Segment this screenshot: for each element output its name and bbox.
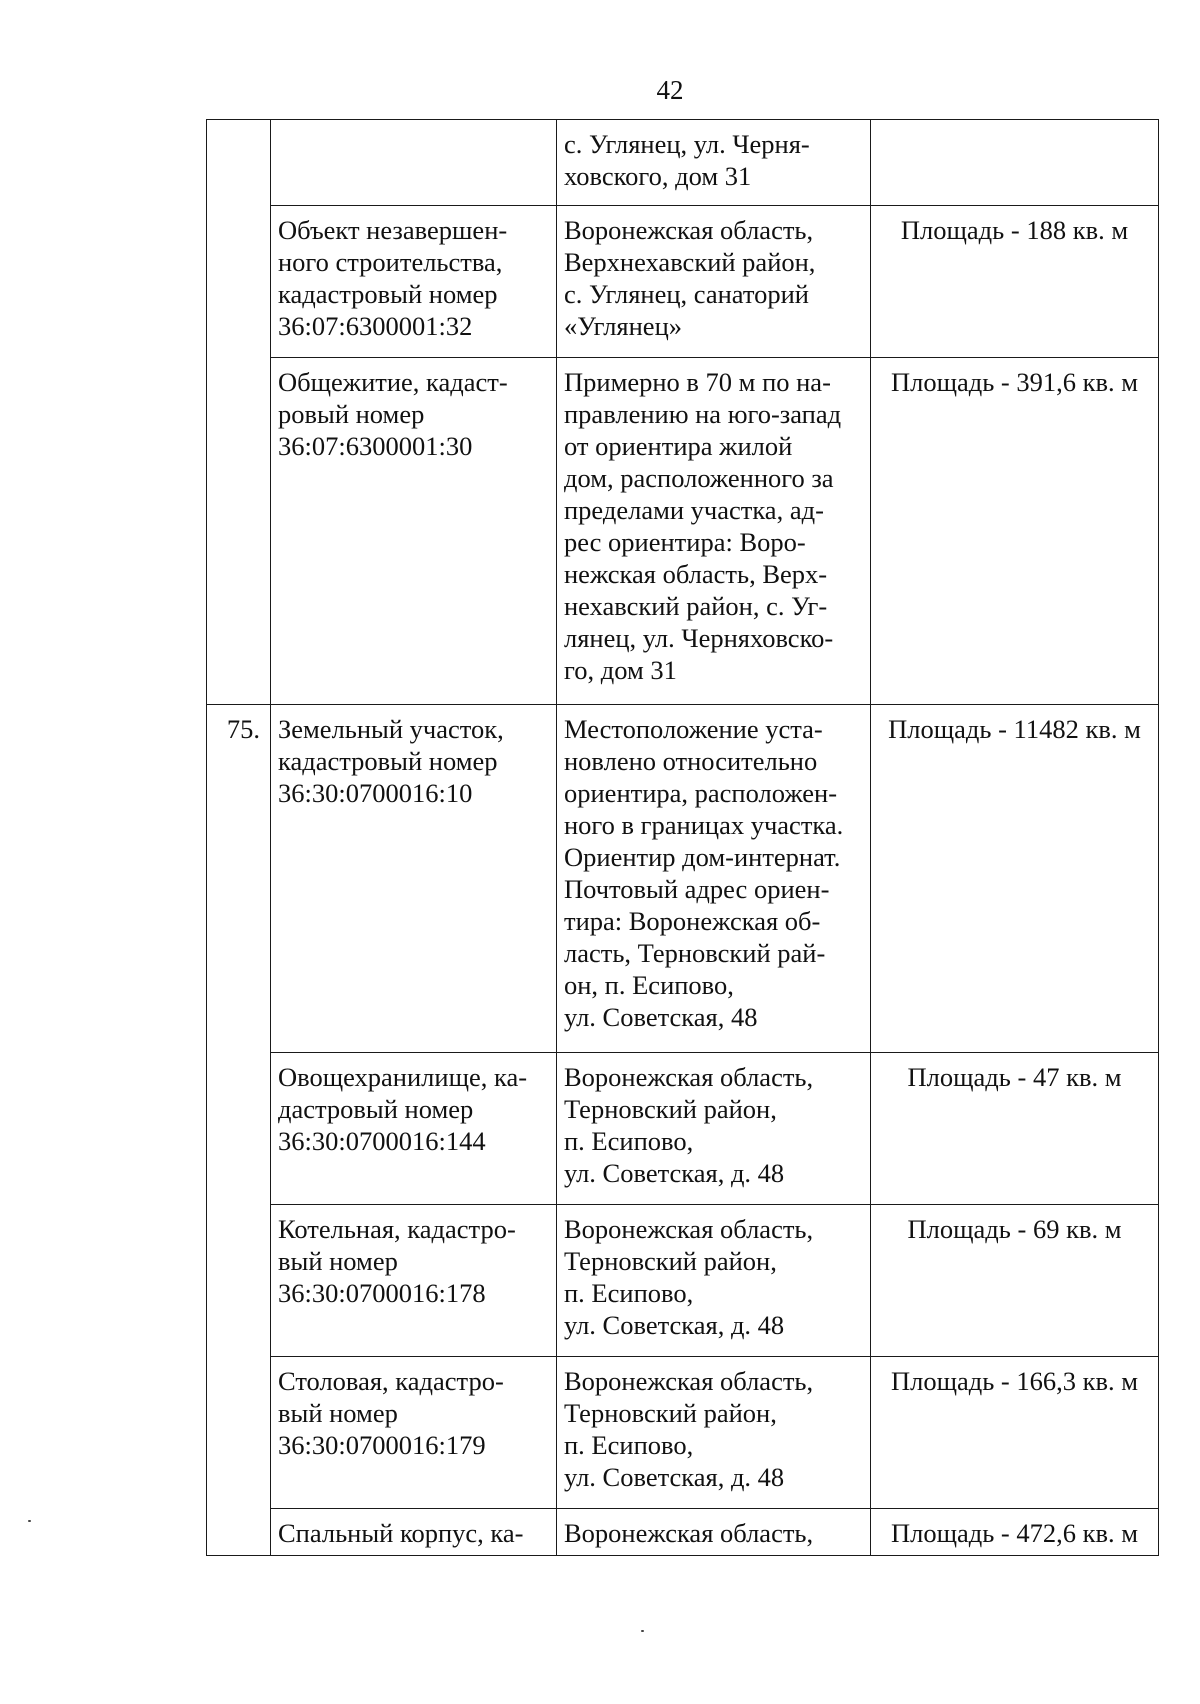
table-row xyxy=(207,705,1159,1053)
address-cell: Воронежская область, xyxy=(557,1509,871,1556)
table-row xyxy=(207,1053,1159,1205)
object-name-cell: Общежитие, кадаст- ровый номер 36:07:6300001:30 xyxy=(271,358,557,705)
page-number: 42 xyxy=(656,75,684,105)
object-name-cell: Спальный корпус, ка- xyxy=(271,1509,557,1556)
address-cell: Воронежская область, Терновский район, п. Есипово, ул. Советская, д. 48 xyxy=(557,1205,871,1357)
address-cell: Примерно в 70 м по на- правлению на юго-запад от ориентира жилой дом, расположенного за пределами участка, ад- рес ориентира: Воро- нежская область, Верх- нехавский район, с. Уг- лянец, ул. Черняховско- го, дом 31 xyxy=(557,358,871,705)
area-cell: Площадь - 166,3 кв. м xyxy=(871,1357,1159,1509)
table-row xyxy=(207,206,1159,358)
table-row xyxy=(207,1357,1159,1509)
property-table xyxy=(206,119,1159,1556)
scan-mark xyxy=(28,1520,31,1522)
area-cell: Площадь - 11482 кв. м xyxy=(871,705,1159,1053)
table-row xyxy=(207,1205,1159,1357)
area-cell: Площадь - 391,6 кв. м xyxy=(871,358,1159,705)
address-cell: с. Углянец, ул. Черня- ховского, дом 31 xyxy=(557,120,871,206)
area-cell: Площадь - 472,6 кв. м xyxy=(871,1509,1159,1556)
object-name-cell: Объект незавершен- ного строительства, кадастровый номер 36:07:6300001:32 xyxy=(271,206,557,358)
area-cell: Площадь - 47 кв. м xyxy=(871,1053,1159,1205)
address-cell: Воронежская область, Терновский район, п. Есипово, ул. Советская, д. 48 xyxy=(557,1053,871,1205)
address-cell: Местоположение уста- новлено относительно ориентира, расположен- ного в границах участка. Ориентир дом-интернат. Почтовый адрес ориен- тира: Воронежская об- ласть, Терновский рай- он, п. Есипово, ул. Советская, 48 xyxy=(557,705,871,1053)
area-cell: Площадь - 188 кв. м xyxy=(871,206,1159,358)
area-cell: Площадь - 69 кв. м xyxy=(871,1205,1159,1357)
area-cell xyxy=(871,120,1159,206)
object-name-cell xyxy=(271,120,557,206)
table-row xyxy=(207,358,1159,705)
row-number-cell xyxy=(207,120,271,705)
scan-mark xyxy=(641,1630,644,1632)
table-row-continuation xyxy=(207,120,1159,206)
object-name-cell: Котельная, кадастро- вый номер 36:30:0700016:178 xyxy=(271,1205,557,1357)
object-name-cell: Земельный участок, кадастровый номер 36:30:0700016:10 xyxy=(271,705,557,1053)
table-row-partial xyxy=(207,1509,1159,1556)
object-name-cell: Овощехранилище, ка- дастровый номер 36:30:0700016:144 xyxy=(271,1053,557,1205)
address-cell: Воронежская область, Верхнехавский район, с. Углянец, санаторий «Углянец» xyxy=(557,206,871,358)
row-number-cell: 75. xyxy=(207,705,271,1556)
object-name-cell: Столовая, кадастро- вый номер 36:30:0700016:179 xyxy=(271,1357,557,1509)
address-cell: Воронежская область, Терновский район, п. Есипово, ул. Советская, д. 48 xyxy=(557,1357,871,1509)
